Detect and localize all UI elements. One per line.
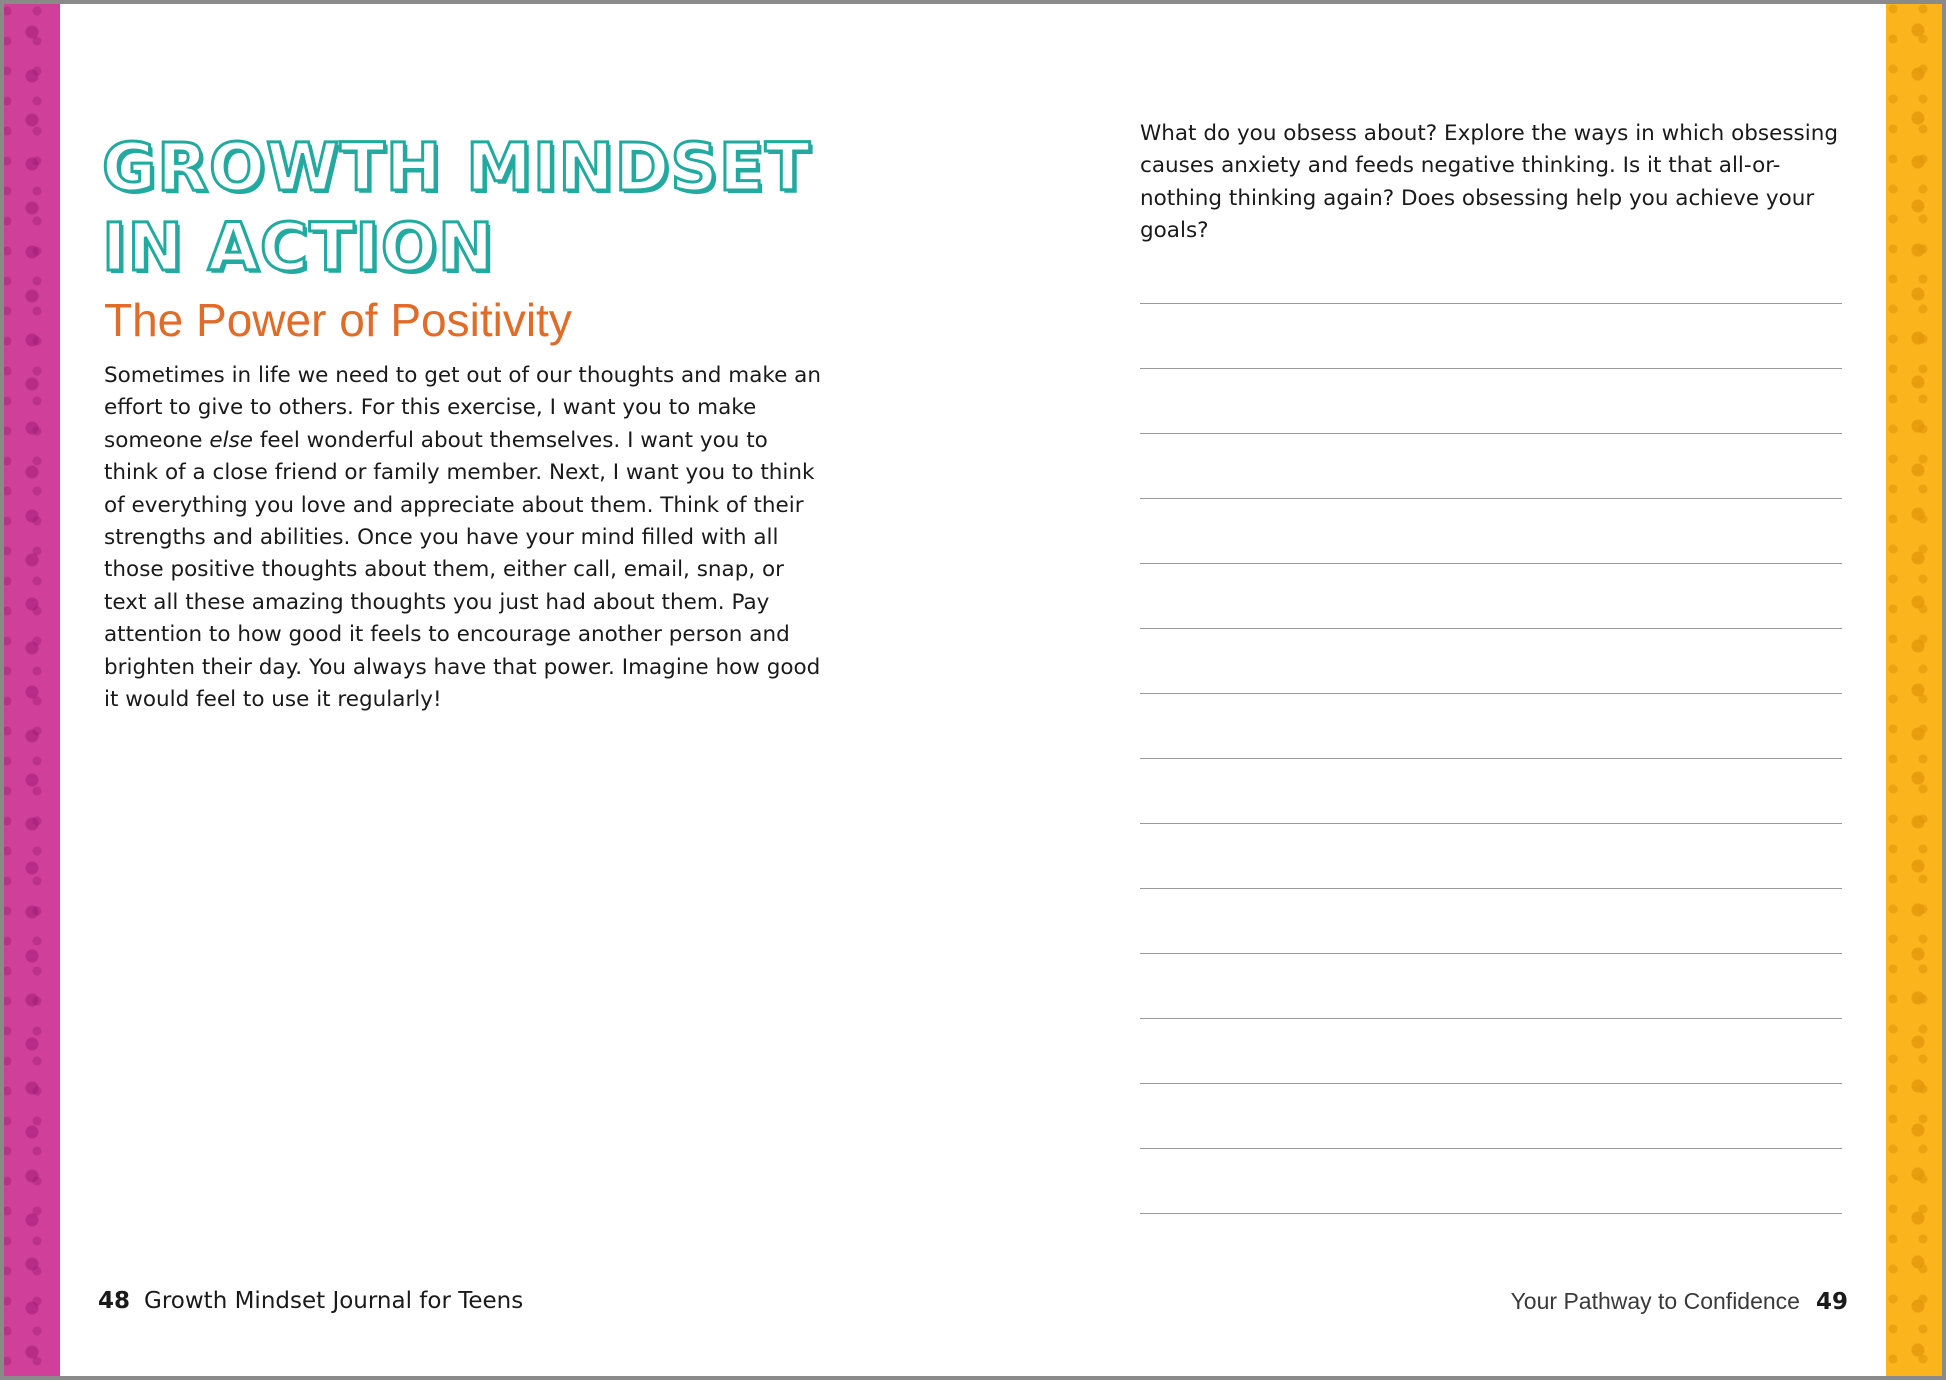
- left-decorative-band: [4, 4, 60, 1376]
- writing-line[interactable]: [1140, 498, 1842, 499]
- writing-line[interactable]: [1140, 368, 1842, 369]
- page-title-line-2: IN ACTION: [102, 209, 495, 286]
- writing-line[interactable]: [1140, 823, 1842, 824]
- journal-prompt: What do you obsess about? Explore the ways in which obsessing causes anxiety and feeds negative thinking. Is it that all-or-nothing thinking again? Does obsessing help you achieve your goals?: [1140, 121, 1838, 244]
- body-text-part-2: feel wonderful about themselves. I want you to think of a close friend or family member. Next, I want you to think of everything you love and appreciate about them. Think of their strengths and abilities. Once you have your mind filled with all those positive thoughts about them, either call, email, snap, or text all these amazing thoughts you just had about them. Pay attention to how good it feels to encourage another person and brighten their day. You always have that power. Imagine how good it would feel to use it regularly!: [104, 427, 821, 713]
- page-title: [102, 128, 811, 288]
- left-page-footer: [98, 1286, 523, 1316]
- page-number-right: 49: [1815, 1289, 1848, 1315]
- writing-line[interactable]: [1140, 303, 1842, 304]
- writing-line[interactable]: [1140, 628, 1842, 629]
- writing-line[interactable]: [1140, 433, 1842, 434]
- writing-lines-area[interactable]: [1140, 0, 1842, 1380]
- footer-chapter-title: Your Pathway to Confidence: [1510, 1288, 1800, 1314]
- writing-line[interactable]: [1140, 1018, 1842, 1019]
- section-subtitle: The Power of Positivity: [104, 294, 572, 346]
- writing-line[interactable]: [1140, 693, 1842, 694]
- writing-line[interactable]: [1140, 888, 1842, 889]
- writing-line[interactable]: [1140, 1148, 1842, 1149]
- footer-book-title: Growth Mindset Journal for Teens: [144, 1288, 524, 1314]
- page-title-line-1: GROWTH MINDSET: [102, 129, 812, 206]
- right-page-footer: [1511, 1286, 1848, 1317]
- writing-line[interactable]: [1140, 953, 1842, 954]
- page-number-left: 48: [98, 1288, 131, 1314]
- right-decorative-band: [1886, 4, 1942, 1376]
- exercise-body-text: [104, 360, 824, 716]
- writing-line[interactable]: [1140, 758, 1842, 759]
- writing-line[interactable]: [1140, 1213, 1842, 1214]
- writing-line[interactable]: [1140, 563, 1842, 564]
- writing-line[interactable]: [1140, 1083, 1842, 1084]
- body-text-emphasis: else: [209, 427, 254, 453]
- body-text-part-1: Sometimes in life we need to get out of our thoughts and make an effort to give to others. For this exercise, I want you to make someone: [104, 363, 821, 453]
